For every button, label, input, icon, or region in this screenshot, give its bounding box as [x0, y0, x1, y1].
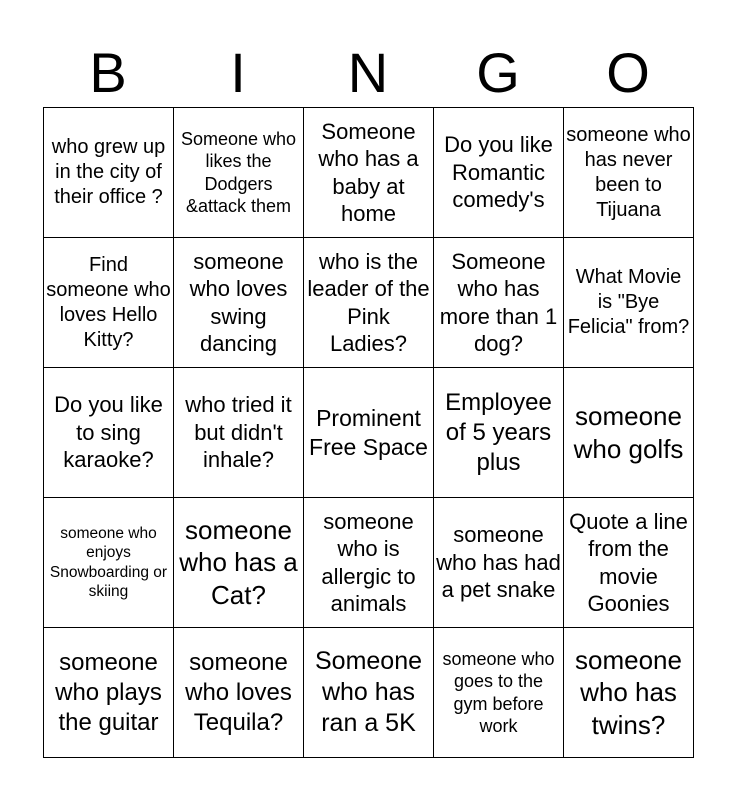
- bingo-cell[interactable]: someone who has twins?: [564, 628, 694, 758]
- bingo-cell[interactable]: Someone who has more than 1 dog?: [434, 238, 564, 368]
- bingo-cell[interactable]: who tried it but didn't inhale?: [174, 368, 304, 498]
- bingo-cell[interactable]: someone who is allergic to animals: [304, 498, 434, 628]
- bingo-cell[interactable]: What Movie is "Bye Felicia" from?: [564, 238, 694, 368]
- bingo-row-3: [44, 368, 694, 498]
- bingo-cell[interactable]: someone who loves Tequila?: [174, 628, 304, 758]
- bingo-cell[interactable]: someone who loves swing dancing: [174, 238, 304, 368]
- header-letter-o: O: [606, 41, 650, 104]
- bingo-grid: [43, 107, 694, 758]
- bingo-header: [43, 40, 693, 106]
- bingo-cell[interactable]: Someone who likes the Dodgers &attack them: [174, 108, 304, 238]
- bingo-cell[interactable]: someone who has a Cat?: [174, 498, 304, 628]
- bingo-cell[interactable]: Do you like Romantic comedy's: [434, 108, 564, 238]
- bingo-cell[interactable]: someone who golfs: [564, 368, 694, 498]
- bingo-cell[interactable]: who grew up in the city of their office ?: [44, 108, 174, 238]
- bingo-cell[interactable]: who is the leader of the Pink Ladies?: [304, 238, 434, 368]
- header-letter-b: B: [89, 41, 127, 104]
- bingo-row-1: [44, 108, 694, 238]
- bingo-cell[interactable]: Do you like to sing karaoke?: [44, 368, 174, 498]
- bingo-cell[interactable]: Find someone who loves Hello Kitty?: [44, 238, 174, 368]
- bingo-cell[interactable]: someone who enjoys Snowboarding or skiing: [44, 498, 174, 628]
- bingo-cell[interactable]: someone who goes to the gym before work: [434, 628, 564, 758]
- bingo-cell[interactable]: Someone who has a baby at home: [304, 108, 434, 238]
- bingo-cell[interactable]: someone who has never been to Tijuana: [564, 108, 694, 238]
- bingo-cell[interactable]: Quote a line from the movie Goonies: [564, 498, 694, 628]
- header-letter-g: G: [476, 41, 520, 104]
- bingo-row-2: [44, 238, 694, 368]
- bingo-cell[interactable]: Employee of 5 years plus: [434, 368, 564, 498]
- header-letter-i: I: [230, 41, 246, 104]
- bingo-row-4: [44, 498, 694, 628]
- bingo-cell[interactable]: someone who has had a pet snake: [434, 498, 564, 628]
- header-letter-n: N: [347, 41, 389, 104]
- bingo-cell[interactable]: Someone who has ran a 5K: [304, 628, 434, 758]
- bingo-cell[interactable]: someone who plays the guitar: [44, 628, 174, 758]
- bingo-row-5: [44, 628, 694, 758]
- free-space-cell[interactable]: Prominent Free Space: [304, 368, 434, 498]
